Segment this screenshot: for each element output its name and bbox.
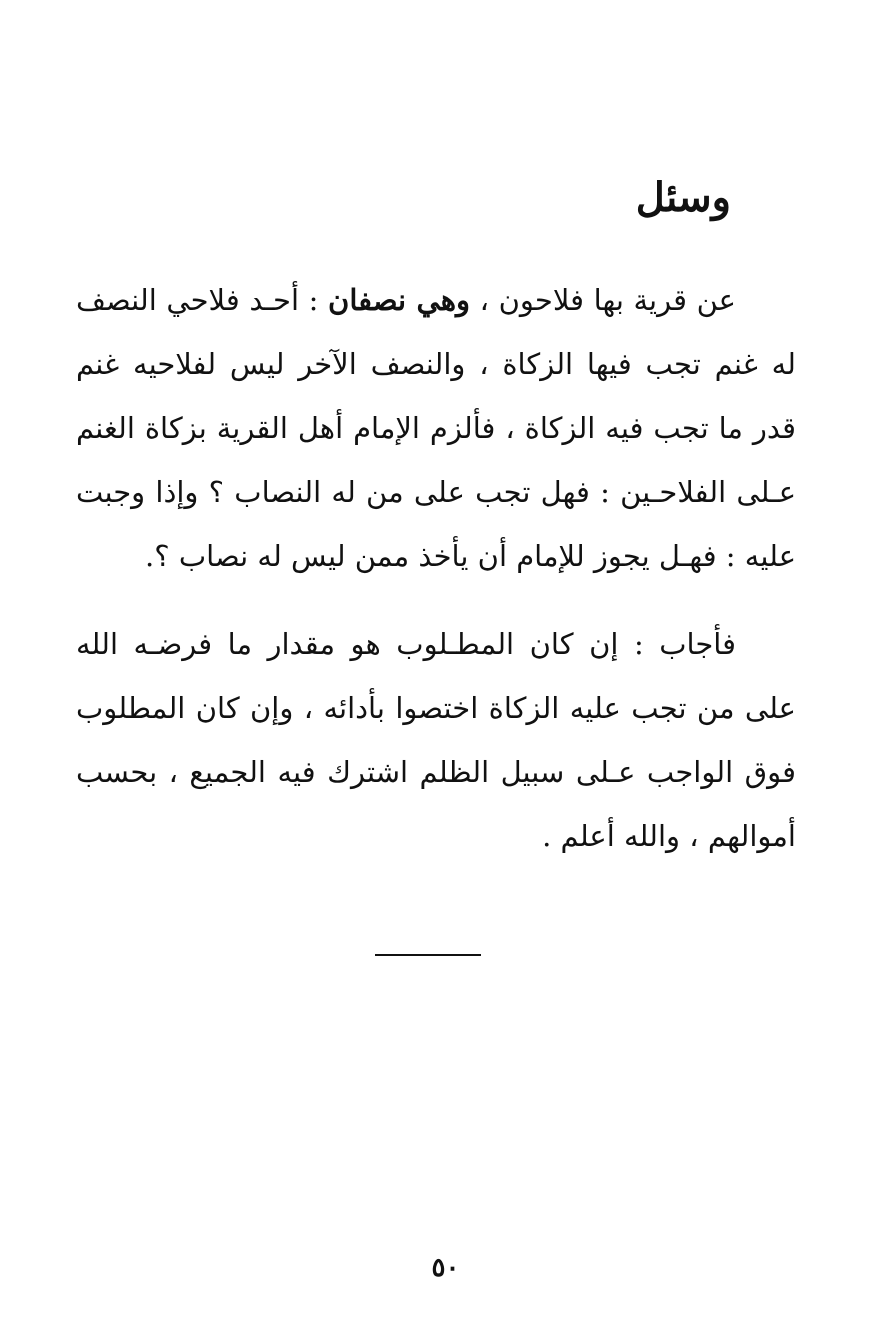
question-body: : أحـد فلاحي النصف له غنم تجب فيها الزكاة ، والنصف الآخر ليس لفلاحيه غنم قدر ما تجب فيه الزكاة ، فألزم الإمام أهل القرية بزكاة الغنم عـلى الفلاحـين : فهل تجب على من له النصاب ؟ وإذا وجبت عليه : فهـل يجوز للإمام أن يأخذ ممن ليس له نصاب ؟.: [76, 283, 796, 573]
page-number: ٥٠: [431, 1253, 460, 1283]
question-text: [76, 268, 796, 588]
end-separator-line: [375, 954, 481, 956]
question-paragraph: [76, 268, 796, 588]
question-bold-phrase: وهي نصفان: [328, 283, 471, 317]
section-heading: وسئل: [635, 174, 731, 221]
answer-text: فأجاب : إن كان المطـلوب هو مقدار ما فرضـه الله على من تجب عليه الزكاة اختصوا بأدائه ، وإن كان المطلوب فوق الواجب عـلى سبيل الظلم اشترك فيه الجميع ، بحسب أموالهم ، والله أعلم .: [76, 627, 796, 853]
answer-paragraph: [76, 612, 796, 868]
question-intro: عن قرية بها فلاحون ،: [470, 283, 736, 317]
